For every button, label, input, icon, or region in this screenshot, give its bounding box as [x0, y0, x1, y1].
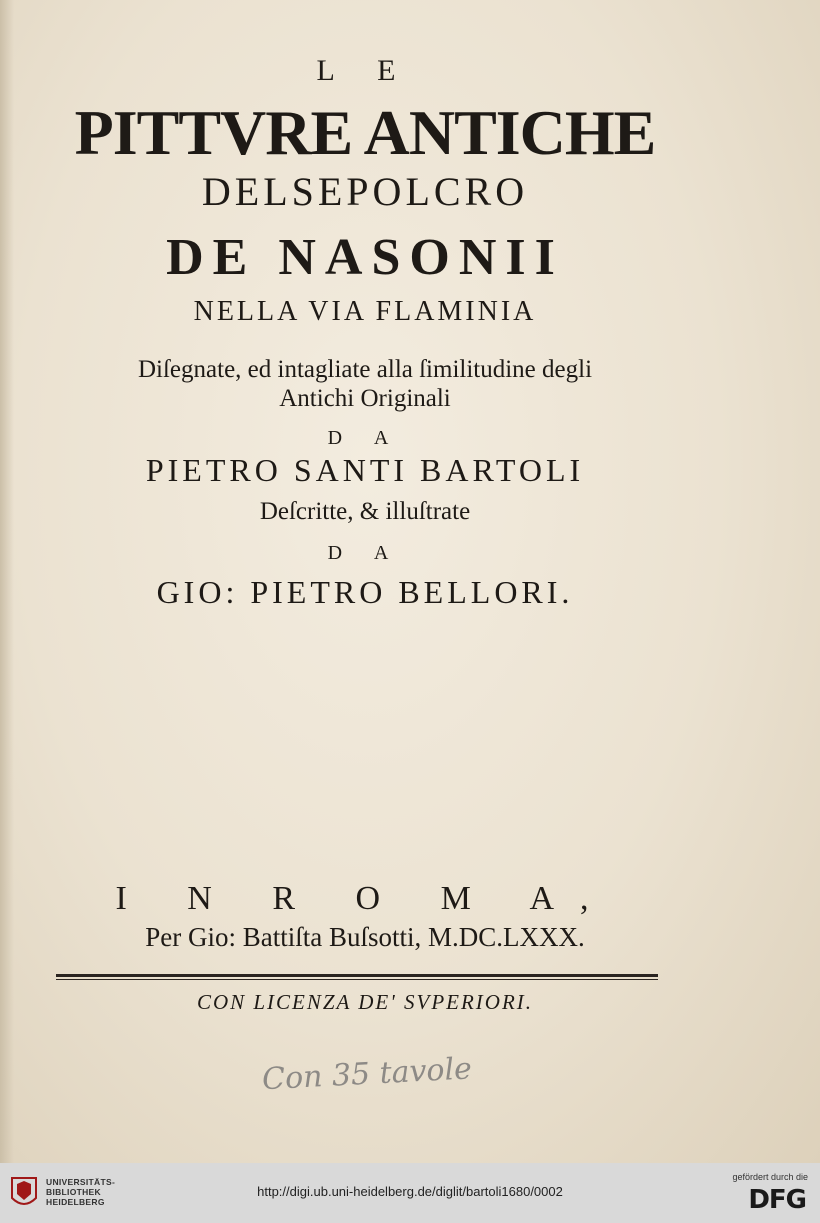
dfg-logo: DFG	[748, 1185, 806, 1215]
funded-by-label: gefördert durch die	[732, 1172, 808, 1182]
library-name-line-2: BIBLIOTHEK	[46, 1187, 101, 1197]
subtitle-line-disegnate: Diſegnate, ed intagliate alla ſimilitudine degli	[137, 356, 593, 383]
author-bellori: GIO: PIETRO BELLORI.	[156, 574, 574, 610]
title-line-via-flaminia: NELLA VIA FLAMINIA	[193, 296, 537, 327]
subtitle-line-descritte: Deſcritte, & illuſtrate	[259, 498, 471, 525]
title-line-de-nasonii: DE NASONII	[166, 229, 564, 286]
imprint-rule-thick	[56, 974, 658, 977]
subtitle-line-antichi-originali: Antichi Originali	[279, 385, 451, 412]
permalink-url[interactable]: http://digi.ub.uni-heidelberg.de/diglit/bartoli1680/0002	[257, 1184, 563, 1199]
da-label-1: D A	[327, 427, 403, 449]
title-line-pitture-antiche: PITTVRE ANTICHE	[74, 97, 656, 168]
title-line-del-sepolcro: DELSEPOLCRO	[201, 169, 529, 214]
title-line-le: L E	[316, 54, 414, 87]
imprint-printer-date: Per Gio: Battiſta Buſsotti, M.DC.LXXX.	[145, 922, 585, 952]
handwritten-note: Con 35 tavole	[261, 1051, 473, 1098]
library-name-line-3: HEIDELBERG	[46, 1197, 105, 1207]
da-label-2: D A	[327, 542, 403, 564]
library-name-line-1: UNIVERSITÄTS-	[46, 1177, 116, 1187]
author-bartoli: PIETRO SANTI BARTOLI	[145, 452, 585, 488]
license-line: CON LICENZA DE' SVPERIORI.	[196, 990, 534, 1014]
viewer-footer	[0, 1163, 820, 1223]
imprint-city: I N R O M A,	[115, 880, 615, 917]
imprint-rule-thin	[56, 979, 658, 980]
